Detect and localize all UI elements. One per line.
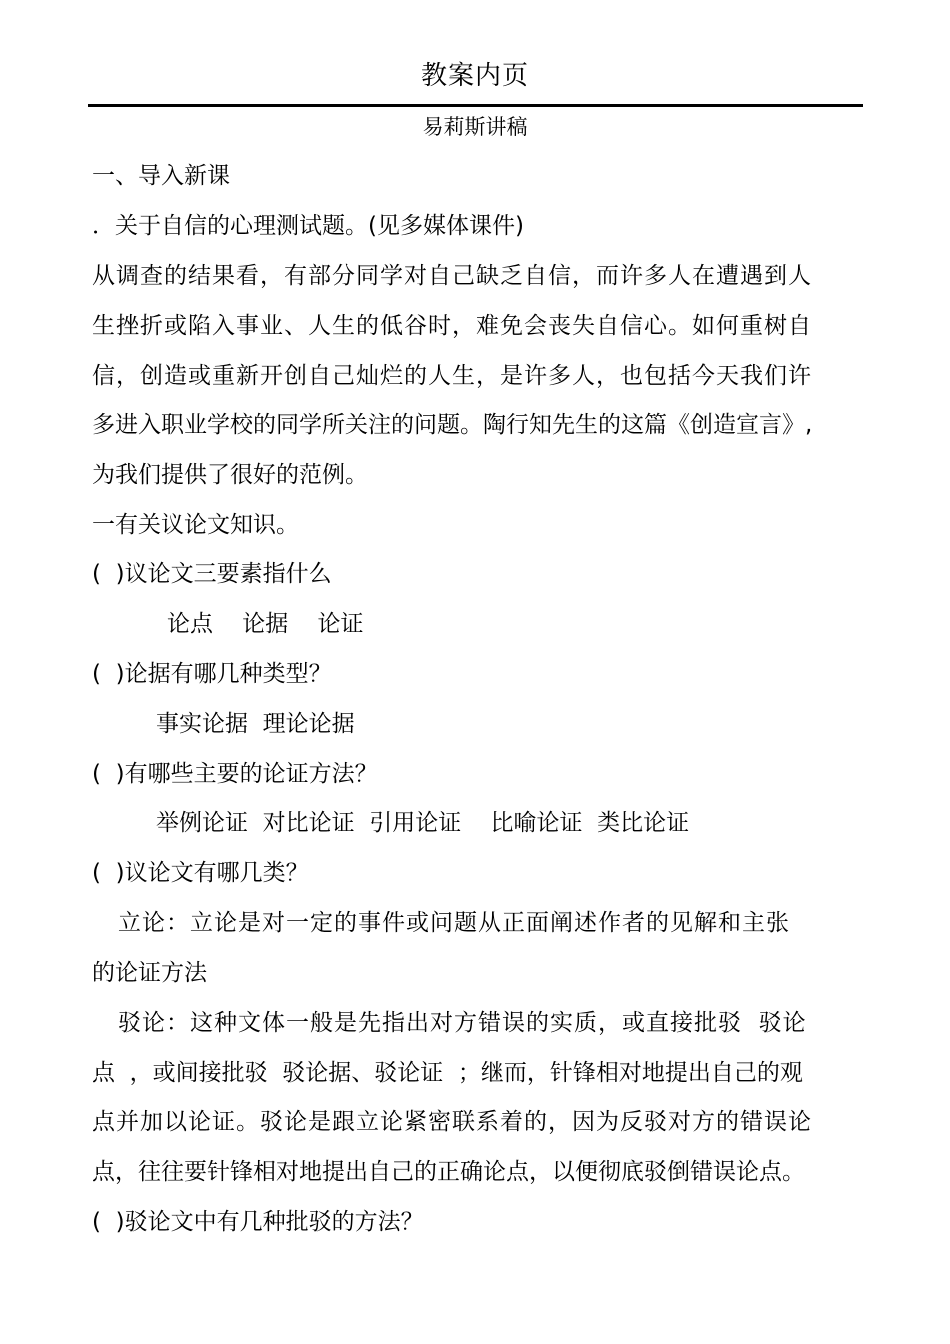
question-line-types: ( )议论文有哪几类？ xyxy=(92,860,309,886)
question-line-elements: ( )议论文三要素指什么 xyxy=(92,561,332,587)
question-line-evidence: ( )论据有哪几种类型？ xyxy=(92,661,332,687)
paragraph-line-1: 从调查的结果看，有部分同学对自己缺乏自信，而许多人在遭遇到人 xyxy=(92,263,812,289)
paragraph-bolun-3: 点并加以论证。驳论是跟立论紧密联系着的，因为反驳对方的错误论 xyxy=(92,1109,812,1135)
paragraph-line-5: 为我们提供了很好的范例。 xyxy=(92,462,368,488)
page-title: 教案内页 xyxy=(420,61,529,91)
paragraph-bolun-2: 点 ，或间接批驳 驳论据、驳论证 ；继而，针锋相对地提出自己的观 xyxy=(92,1060,803,1086)
answer-line-elements: 论点 论据 论证 xyxy=(167,611,364,637)
header-divider xyxy=(88,104,863,107)
answer-line-methods: 举例论证 对比论证 引用论证 比喻论证 类比论证 xyxy=(156,810,690,836)
section-heading-knowledge: 一有关议论文知识。 xyxy=(92,512,299,538)
answer-line-evidence: 事实论据 理论论据 xyxy=(156,711,355,737)
paragraph-line-4: 多进入职业学校的同学所关注的问题。陶行知先生的这篇《创造宣言》, xyxy=(92,412,813,438)
section-heading-intro: 一、导入新课 xyxy=(92,163,230,189)
paragraph-bolun-4: 点，往往要针锋相对地提出自己的正确论点，以便彻底驳倒错误论点。 xyxy=(92,1159,805,1185)
paragraph-line-2: 生挫折或陷入事业、人生的低谷时，难免会丧失自信心。如何重树自 xyxy=(92,313,812,339)
paragraph-line-3: 信，创造或重新开创自己灿烂的人生，是许多人，也包括今天我们许 xyxy=(92,363,812,389)
question-line-methods: ( )有哪些主要的论证方法？ xyxy=(92,761,378,787)
paragraph-lilun-2: 的论证方法 xyxy=(92,960,207,986)
question-line-refutation: ( )驳论文中有几种批驳的方法？ xyxy=(92,1209,424,1235)
text-line-psych-test: ．关于自信的心理测试题。(见多媒体课件) xyxy=(92,213,524,239)
paragraph-bolun-1: 驳论：这种文体一般是先指出对方错误的实质，或直接批驳 驳论 xyxy=(118,1010,807,1036)
paragraph-lilun-1: 立论：立论是对一定的事件或问题从正面阐述作者的见解和主张 xyxy=(118,910,790,936)
author-subtitle: 易莉斯讲稿 xyxy=(422,115,528,139)
